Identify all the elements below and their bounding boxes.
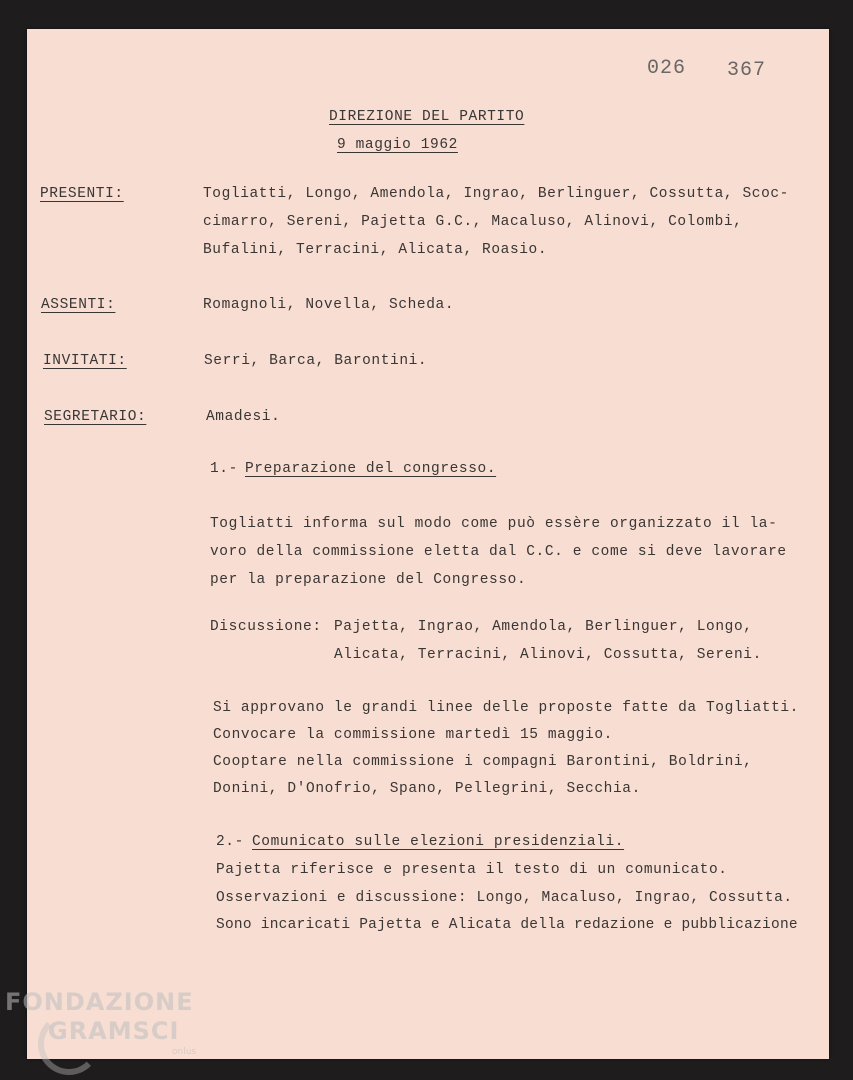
assenti-line: Romagnoli, Novella, Scheda. — [203, 297, 455, 313]
presenti-line: Bufalini, Terracini, Alicata, Roasio. — [203, 242, 548, 258]
discussion-line: Alicata, Terracini, Alinovi, Cossutta, Sereni. — [334, 647, 762, 663]
item1-title: Preparazione del congresso. — [245, 461, 497, 477]
watermark-line2: GRAMSCI — [48, 1017, 180, 1045]
item1-number: 1.- — [210, 461, 238, 477]
archive-code-left: 026 — [647, 57, 687, 80]
assenti-label: ASSENTI: — [41, 297, 116, 313]
watermark-line3: onlus — [172, 1047, 197, 1057]
item1-paragraph-line: per la preparazione del Congresso. — [210, 572, 527, 588]
item1-decision-line: Donini, D'Onofrio, Spano, Pellegrini, Secchia. — [213, 781, 641, 797]
discussion-label: Discussione: — [210, 619, 322, 635]
fondazione-gramsci-watermark — [0, 985, 220, 1080]
document-title: DIREZIONE DEL PARTITO — [329, 109, 525, 125]
item2-line: Sono incaricati Pajetta e Alicata della redazione e pubblicazione — [216, 917, 798, 933]
document-date: 9 maggio 1962 — [337, 137, 458, 153]
presenti-line: cimarro, Sereni, Pajetta G.C., Macaluso, Alinovi, Colombi, — [203, 214, 743, 230]
item2-title: Comunicato sulle elezioni presidenziali. — [252, 834, 625, 850]
invitati-line: Serri, Barca, Barontini. — [204, 353, 428, 369]
item2-number: 2.- — [216, 834, 244, 850]
item1-paragraph-line: voro della commissione eletta dal C.C. e come si deve lavorare — [210, 544, 787, 560]
item2-line: Osservazioni e discussione: Longo, Macaluso, Ingrao, Cossutta. — [216, 890, 793, 906]
item1-decision-line: Cooptare nella commissione i compagni Barontini, Boldrini, — [213, 754, 753, 770]
discussion-line: Pajetta, Ingrao, Amendola, Berlinguer, Longo, — [334, 619, 753, 635]
presenti-line: Togliatti, Longo, Amendola, Ingrao, Berlinguer, Cossutta, Scoc- — [203, 186, 789, 202]
invitati-label: INVITATI: — [43, 353, 127, 369]
segretario-label: SEGRETARIO: — [44, 409, 147, 425]
item1-decision-line: Convocare la commissione martedì 15 maggio. — [213, 727, 613, 743]
item1-paragraph-line: Togliatti informa sul modo come può essère organizzato il la- — [210, 516, 778, 532]
document-page — [27, 29, 829, 1059]
watermark-line1: FONDAZIONE — [5, 988, 194, 1016]
archive-code-right: 367 — [727, 59, 767, 82]
segretario-line: Amadesi. — [206, 409, 281, 425]
item1-decision-line: Si approvano le grandi linee delle proposte fatte da Togliatti. — [213, 700, 799, 716]
presenti-label: PRESENTI: — [40, 186, 124, 202]
item2-line: Pajetta riferisce e presenta il testo di un comunicato. — [216, 862, 728, 878]
